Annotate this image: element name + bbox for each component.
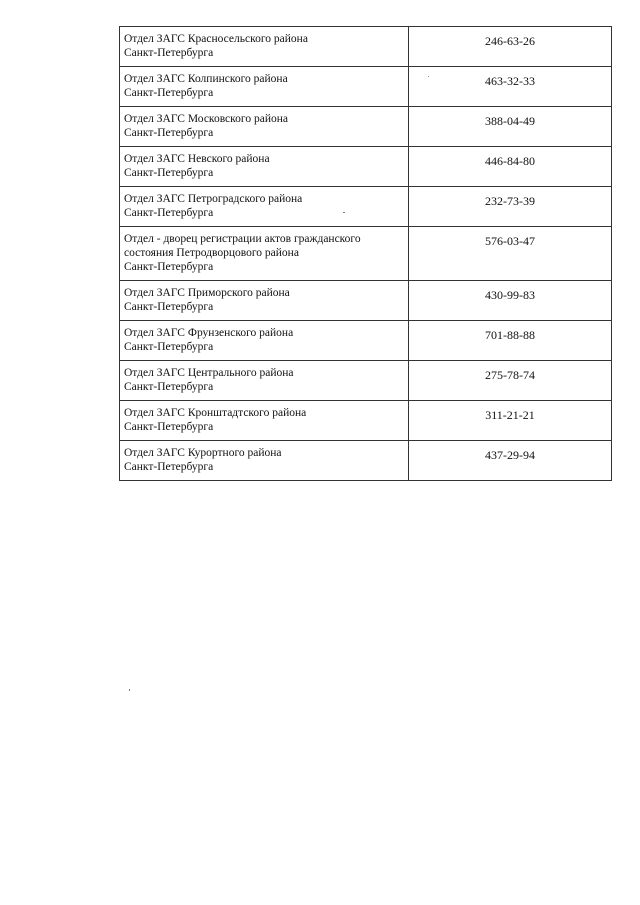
table-row — [120, 281, 612, 321]
office-name-cell — [120, 281, 409, 321]
office-name-cell — [120, 361, 409, 401]
table-row — [120, 187, 612, 227]
office-phone-cell: 576-03-47 — [409, 227, 612, 281]
office-name-line: Санкт-Петербурга — [124, 461, 214, 473]
table-row — [120, 27, 612, 67]
office-name-cell — [120, 27, 409, 67]
office-name-line: Отдел ЗАГС Фрунзенского района — [124, 327, 294, 339]
scan-speck — [129, 689, 130, 691]
office-name-line: Отдел ЗАГС Невского района — [124, 153, 270, 165]
office-name-line: Санкт-Петербурга — [124, 381, 214, 393]
table-row — [120, 321, 612, 361]
office-name-line: Санкт-Петербурга — [124, 261, 214, 273]
office-name-cell — [120, 401, 409, 441]
office-phone-cell: 463-32-33 — [409, 67, 612, 107]
table-row — [120, 107, 612, 147]
registry-offices-table — [119, 26, 612, 481]
office-name-line: Санкт-Петербурга — [124, 301, 214, 313]
office-name-line: Санкт-Петербурга — [124, 47, 214, 59]
table-row — [120, 67, 612, 107]
office-name-cell — [120, 441, 409, 481]
office-name-line: Отдел ЗАГС Центрального района — [124, 367, 294, 379]
office-phone-cell: 246-63-26 — [409, 27, 612, 67]
office-name-line: Санкт-Петербурга — [124, 341, 214, 353]
office-phone-cell: 437-29-94 — [409, 441, 612, 481]
table-body — [120, 27, 612, 481]
office-name-line: Отдел ЗАГС Красносельского района — [124, 33, 308, 45]
office-name-line: Санкт-Петербурга — [124, 421, 214, 433]
table-row — [120, 227, 612, 281]
office-name-line: Санкт-Петербурга — [124, 87, 214, 99]
office-name-line: Отдел ЗАГС Московского района — [124, 113, 288, 125]
table-row — [120, 401, 612, 441]
office-name-cell — [120, 187, 409, 227]
office-name-line: Отдел ЗАГС Колпинского района — [124, 73, 288, 85]
table-row — [120, 361, 612, 401]
office-name-cell — [120, 147, 409, 187]
office-phone-cell: 388-04-49 — [409, 107, 612, 147]
office-name-line: Санкт-Петербурга — [124, 167, 214, 179]
office-phone-cell: 430-99-83 — [409, 281, 612, 321]
table-row — [120, 441, 612, 481]
office-name-cell — [120, 227, 409, 281]
scan-speck — [428, 76, 429, 77]
office-phone-cell: 275-78-74 — [409, 361, 612, 401]
office-name-line: Отдел ЗАГС Приморского района — [124, 287, 290, 299]
office-name-line: Отдел ЗАГС Курортного района — [124, 447, 282, 459]
office-phone-cell: 446-84-80 — [409, 147, 612, 187]
office-name-cell — [120, 67, 409, 107]
office-name-line: состояния Петродворцового района — [124, 247, 299, 259]
office-name-line: Отдел - дворец регистрации актов гражданского — [124, 233, 361, 245]
office-phone-cell: 232-73-39 — [409, 187, 612, 227]
office-name-cell — [120, 321, 409, 361]
office-name-line: Отдел ЗАГС Петроградского района — [124, 193, 303, 205]
office-name-line: Санкт-Петербурга — [124, 207, 214, 219]
office-name-line: Отдел ЗАГС Кронштадтского района — [124, 407, 307, 419]
office-name-line: Санкт-Петербурга — [124, 127, 214, 139]
office-phone-cell: 701-88-88 — [409, 321, 612, 361]
office-name-cell — [120, 107, 409, 147]
office-phone-cell: 311-21-21 — [409, 401, 612, 441]
table-row — [120, 147, 612, 187]
scan-speck — [343, 212, 345, 213]
